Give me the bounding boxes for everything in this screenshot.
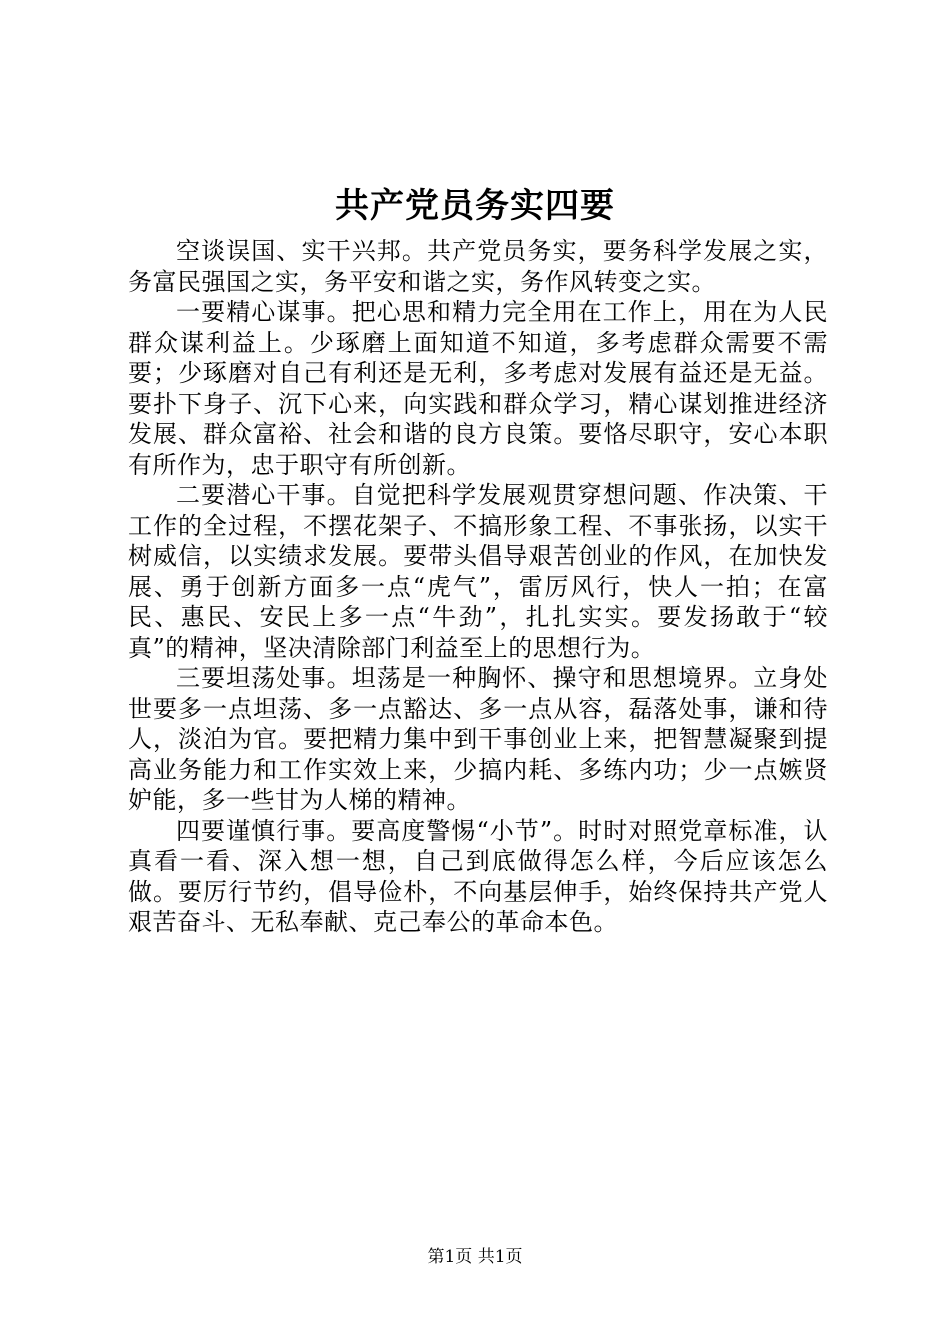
paragraph-fourth: 四要谨慎行事。要高度警惕“小节”。时时对照党章标准，认真看一看、深入想一想，自己到底做得怎么样，今后应该怎么做。要厉行节约，倡导俭朴，不向基层伸手，始终保持共产党人艰苦奋斗、无私奉献、克己奉公的革命本色。 — [128, 816, 828, 936]
paragraph-first: 一要精心谋事。把心思和精力完全用在工作上，用在为人民群众谋利益上。少琢磨上面知道不知道，多考虑群众需要不需要；少琢磨对自己有利还是无利，多考虑对发展有益还是无益。要扑下身子、沉下心来，向实践和群众学习，精心谋划推进经济发展、群众富裕、社会和谐的良方良策。要恪尽职守，安心本职有所作为，忠于职守有所创新。 — [128, 298, 828, 479]
paragraph-third: 三要坦荡处事。坦荡是一种胸怀、操守和思想境界。立身处世要多一点坦荡、多一点豁达、多一点从容，磊落处事，谦和待人，淡泊为官。要把精力集中到干事创业上来，把智慧凝聚到提高业务能力和工作实效上来，少搞内耗、多练内功；少一点嫉贤妒能，多一些甘为人梯的精神。 — [128, 664, 828, 814]
paragraph-second: 二要潜心干事。自觉把科学发展观贯穿想问题、作决策、干工作的全过程，不摆花架子、不搞形象工程、不事张扬，以实干树威信，以实绩求发展。要带头倡导艰苦创业的作风，在加快发展、勇于创新方面多一点“虎气”，雷厉风行，快人一拍；在富民、惠民、安民上多一点“牛劲”，扎扎实实。要发扬敢于“较真”的精神，坚决清除部门利益至上的思想行为。 — [128, 481, 828, 662]
document-body — [128, 236, 828, 938]
document-title: 共产党员务实四要 — [335, 186, 615, 226]
page-footer: 第1页 共1页 — [427, 1247, 523, 1267]
paragraph-intro: 空谈误国、实干兴邦。共产党员务实，要务科学发展之实，务富民强国之实，务平安和谐之实，务作风转变之实。 — [128, 237, 828, 296]
